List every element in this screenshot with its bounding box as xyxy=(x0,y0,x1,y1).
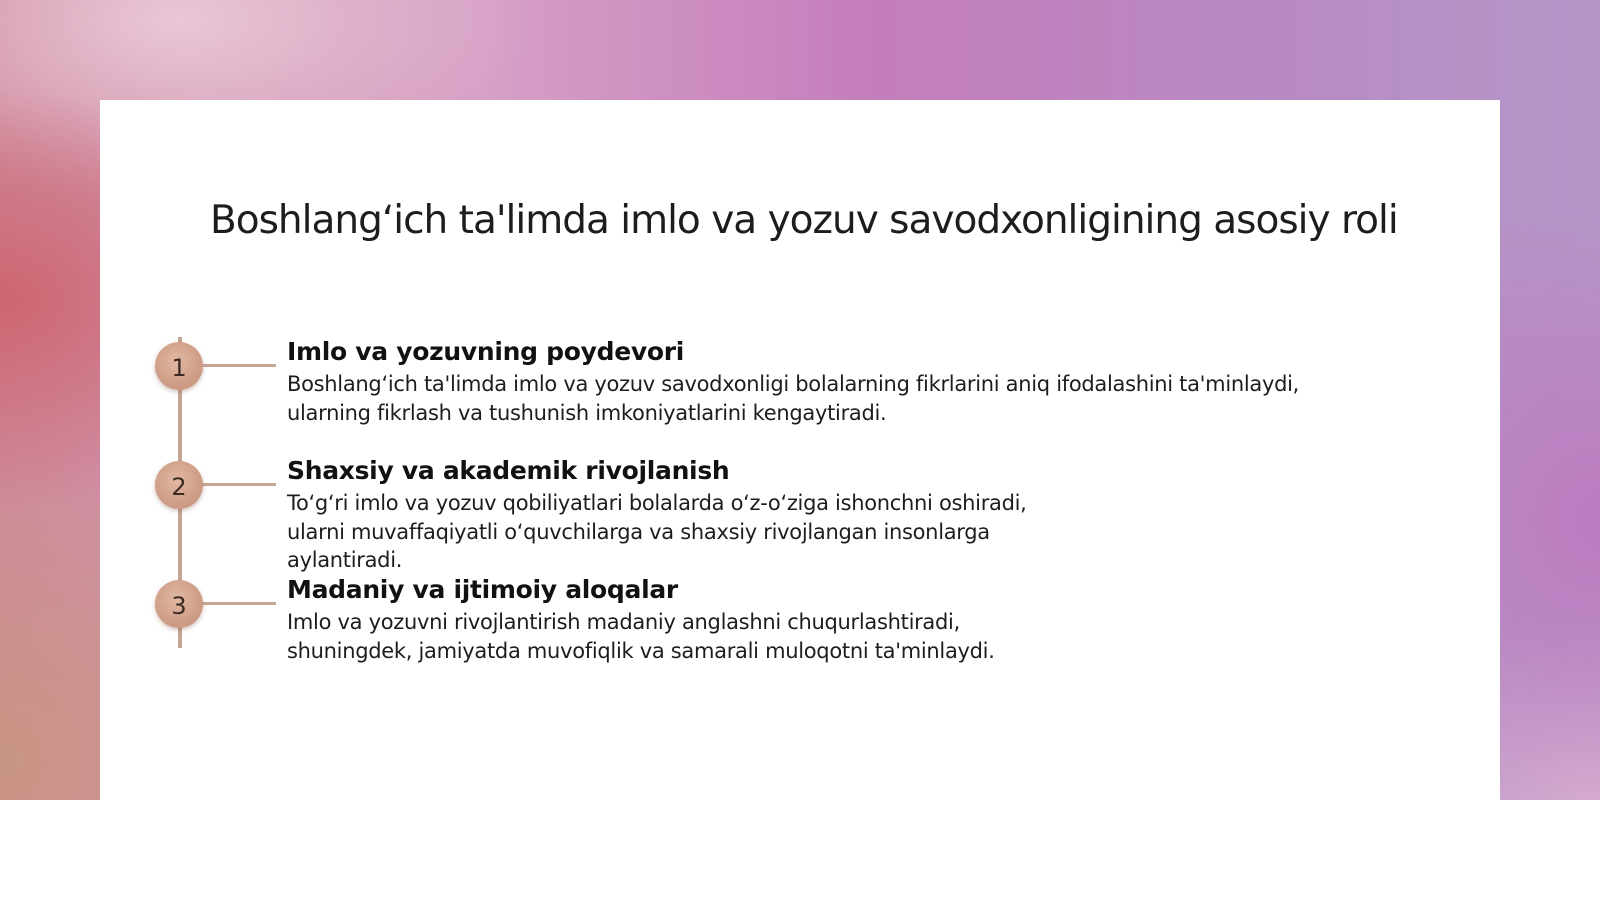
step-connector xyxy=(200,602,276,605)
step-number-badge: 2 xyxy=(155,461,203,509)
step-description xyxy=(287,370,1299,427)
step-number-badge: 3 xyxy=(155,580,203,628)
step-heading: Imlo va yozuvning poydevori xyxy=(287,337,685,366)
step-heading: Shaxsiy va akademik rivojlanish xyxy=(287,456,730,485)
slide-title: Boshlang‘ich ta'limda imlo va yozuv savodxonligining asosiy roli xyxy=(210,198,1398,243)
step-description-line: shuningdek, jamiyatda muvofiqlik va samarali muloqotni ta'minlaydi. xyxy=(287,638,995,663)
step-description-line: aylantiradi. xyxy=(287,548,403,572)
step-connector xyxy=(200,483,276,486)
step-connector xyxy=(200,364,276,367)
step-description-line: Imlo va yozuvni rivojlantirish madaniy anglashni chuqurlashtiradi, xyxy=(287,610,960,634)
step-description xyxy=(287,489,1027,575)
step-heading: Madaniy va ijtimoiy aloqalar xyxy=(287,575,678,604)
step-description-line: To‘g‘ri imlo va yozuv qobiliyatlari bolalarda o‘z-o‘ziga ishonchni oshiradi, xyxy=(287,491,1027,515)
step-description xyxy=(287,608,995,665)
step-number-badge: 1 xyxy=(155,342,203,390)
step-description-line: Boshlang‘ich ta'limda imlo va yozuv savodxonligi bolalarning fikrlarini aniq ifodalashini ta'minlaydi, xyxy=(287,372,1300,396)
content-card xyxy=(100,100,1500,800)
step-description-line: ularni muvaffaqiyatli o‘quvchilarga va shaxsiy rivojlangan insonlarga xyxy=(287,519,990,544)
step-description-line: ularning fikrlash va tushunish imkoniyatlarini kengaytiradi. xyxy=(287,400,887,425)
